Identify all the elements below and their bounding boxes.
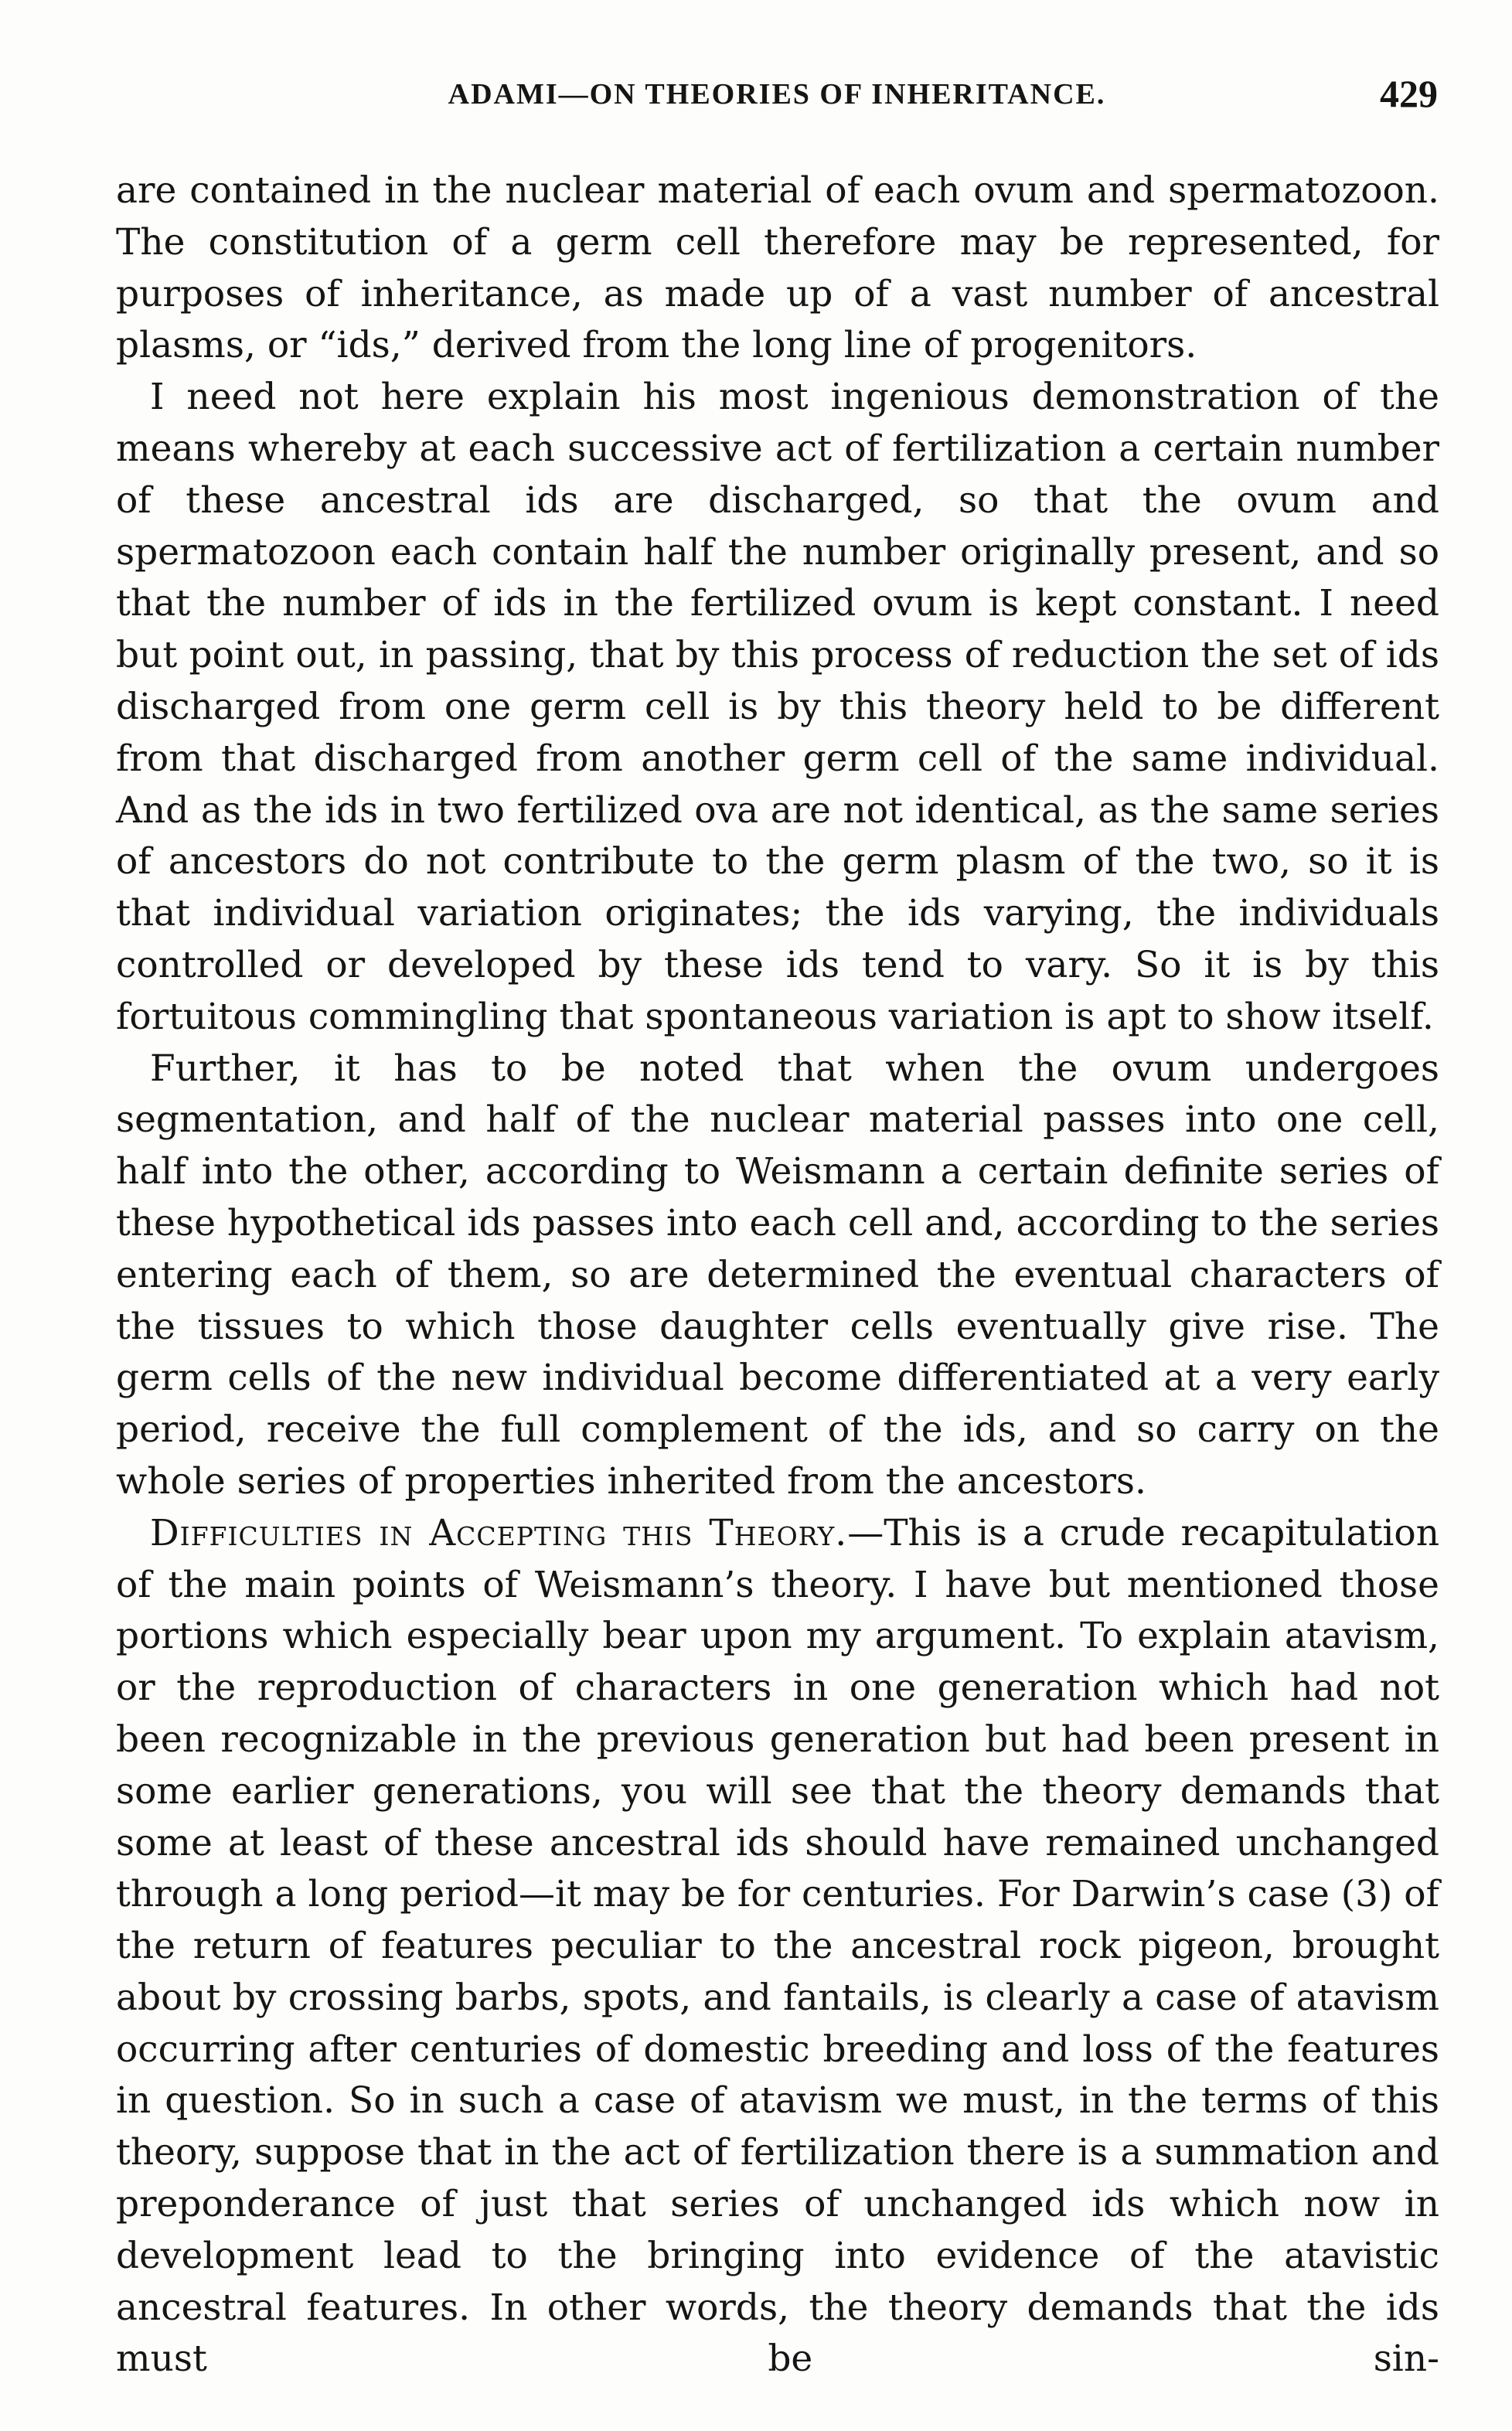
page-number: 429 [1380, 72, 1438, 115]
paragraph: I need not here explain his most ingenious demonstration of the means whereby at each successive act of fertilization a certain number of these ancestral ids are discharged, so that the ovum and spermatozoon each contain half the number originally present, and so that the number of ids in the fertilized ovum is kept constant. I need but point out, in passing, that by this process of reduction the set of ids discharged from one germ cell is by this theory held to be different from that discharged from another germ cell of the same individual. And as the ids in two fertilized ova are not identical, as the same series of ancestors do not contribute to the germ plasm of the two, so it is that individual variation originates; the ids varying, the individuals controlled or developed by these ids tend to vary. So it is by this fortuitous commingling that spontaneous variation is apt to show itself. [116, 376, 1439, 1038]
section-heading: Difficulties in Accepting this Theory. [150, 1511, 848, 1554]
paragraph-text: —This is a crude recapitulation of the main points of Weismann’s theory. I have but mentioned those portions which especially bear upon my argument. To explain atavism, or the reproduction of characters in one generation which had not been recognizable in the previous generation but had been present in some earlier generations, you will see that the theory demands that some at least of these ancestral ids should have remained unchanged through a long period—it may be for centuries. For Darwin’s case (3) of the return of features peculiar to the ancestral rock pigeon, brought about by crossing barbs, spots, and fantails, is clearly a case of atavism occurring after centuries of domestic breeding and loss of the features in question. So in such a case of atavism we must, in the terms of this theory, suppose that in the act of fertilization there is a summation and preponderance of just that series of unchanged ids which now in development lead to the bringing into evidence of the atavistic ancestral features. In other words, the theory demands that the ids must be sin- [116, 1511, 1439, 2381]
running-title: ADAMI—ON THEORIES OF INHERITANCE. [448, 78, 1106, 111]
running-head [116, 71, 1438, 125]
paragraph: are contained in the nuclear material of each ovum and spermatozoon. The constitution of a germ cell therefore may be represented, for purposes of inheritance, as made up of a vast number of ancestral plasms, or “ids,” derived from the long line of progenitors. [116, 169, 1439, 367]
paragraph: Further, it has to be noted that when the ovum undergoes segmentation, and half of the nuclear material passes into one cell, half into the other, according to Weismann a certain definite series of these hypothetical ids passes into each cell and, according to the series entering each of them, so are determined the eventual characters of the tissues to which those daughter cells eventually give rise. The germ cells of the new individual become differentiated at a very early period, receive the full complement of the ids, and so carry on the whole series of properties inherited from the ancestors. [116, 1047, 1439, 1503]
body-text [116, 165, 1439, 2385]
paragraph [116, 1508, 1439, 2386]
